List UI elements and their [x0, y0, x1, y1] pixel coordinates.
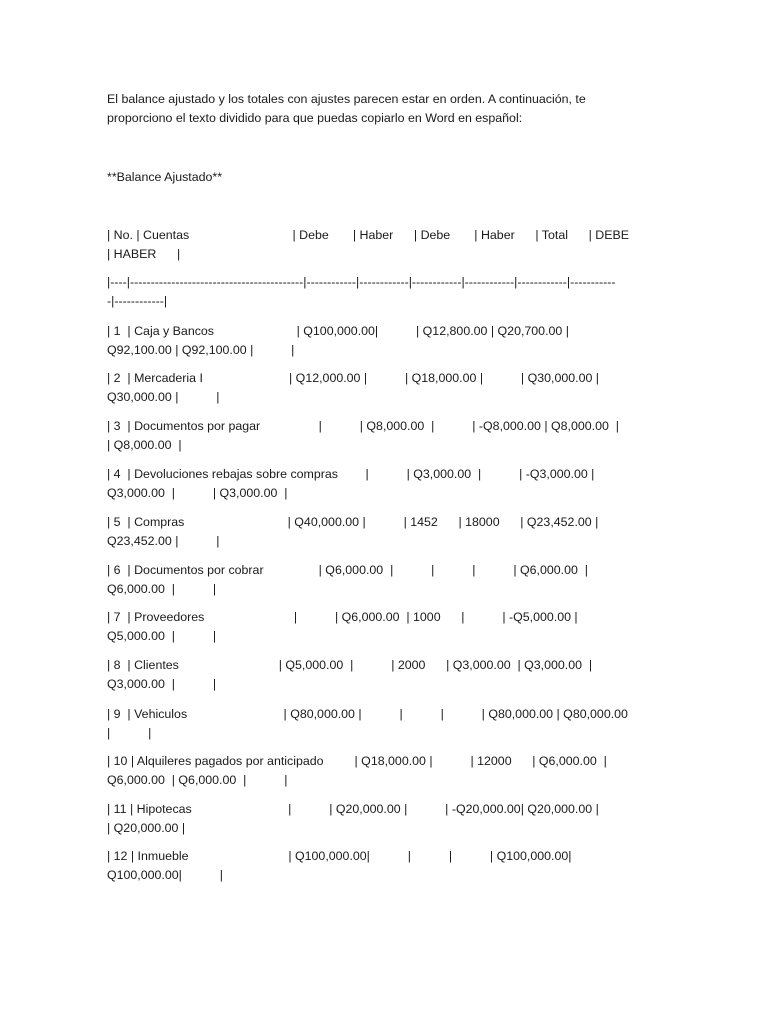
- row-line: | 11 | Hipotecas | | Q20,000.00 | | -Q20,000.00| Q20,000.00 |: [107, 802, 599, 816]
- row-line: Q3,000.00 | | Q3,000.00 |: [107, 486, 288, 500]
- row-line: | 1 | Caja y Bancos | Q100,000.00| | Q12,800.00 | Q20,700.00 |: [107, 324, 569, 338]
- intro-line: proporciono el texto dividido para que puedas copiarlo en Word en español:: [107, 111, 523, 125]
- table-row: [107, 561, 667, 599]
- table-row: [107, 369, 667, 407]
- row-line: Q30,000.00 | |: [107, 390, 220, 404]
- row-line: | 7 | Proveedores | | Q6,000.00 | 1000 | | -Q5,000.00 |: [107, 610, 578, 624]
- heading-text: **Balance Ajustado**: [107, 170, 223, 184]
- table-row: [107, 513, 667, 551]
- table-row: [107, 752, 667, 790]
- row-line: | |: [107, 726, 152, 740]
- table-separator: [107, 273, 667, 311]
- table-row: [107, 800, 667, 838]
- table-header-line: | No. | Cuentas | Debe | Haber | Debe | Haber | Total | DEBE: [107, 228, 630, 242]
- row-line: | 8 | Clientes | Q5,000.00 | | 2000 | Q3,000.00 | Q3,000.00 |: [107, 658, 593, 672]
- row-line: | Q20,000.00 |: [107, 821, 186, 835]
- row-line: Q5,000.00 | |: [107, 629, 217, 643]
- intro-line: El balance ajustado y los totales con ajustes parecen estar en orden. A continuación, te: [107, 92, 586, 106]
- table-row: [107, 465, 667, 503]
- row-line: Q23,452.00 | |: [107, 534, 220, 548]
- row-line: | 9 | Vehiculos | Q80,000.00 | | | | Q80,000.00 | Q80,000.00: [107, 707, 628, 721]
- table-row: [107, 608, 667, 646]
- row-line: Q6,000.00 | Q6,000.00 | |: [107, 773, 288, 787]
- row-line: | Q8,000.00 |: [107, 438, 182, 452]
- row-line: Q3,000.00 | |: [107, 677, 217, 691]
- table-row: [107, 847, 667, 885]
- row-line: Q6,000.00 | |: [107, 582, 217, 596]
- row-line: Q92,100.00 | Q92,100.00 | |: [107, 343, 295, 357]
- table-row: [107, 705, 667, 743]
- row-line: | 12 | Inmueble | Q100,000.00| | | | Q100,000.00|: [107, 849, 572, 863]
- table-header-line: | HABER |: [107, 247, 181, 261]
- row-line: | 2 | Mercaderia I | Q12,000.00 | | Q18,000.00 | | Q30,000.00 |: [107, 371, 600, 385]
- section-heading: [107, 168, 667, 187]
- table-row: [107, 417, 667, 455]
- row-line: | 10 | Alquileres pagados por anticipado | Q18,000.00 | | 12000 | Q6,000.00 |: [107, 754, 607, 768]
- row-line: | 5 | Compras | Q40,000.00 | | 1452 | 18000 | Q23,452.00 |: [107, 515, 599, 529]
- row-line: Q100,000.00| |: [107, 868, 223, 882]
- intro-paragraph: [107, 90, 667, 128]
- table-row: [107, 322, 667, 360]
- table-header-row: [107, 226, 667, 264]
- row-line: | 3 | Documentos por pagar | | Q8,000.00 | | -Q8,000.00 | Q8,000.00 |: [107, 419, 619, 433]
- table-row: [107, 656, 667, 694]
- separator-line: -|------------|: [107, 294, 168, 308]
- row-line: | 6 | Documentos por cobrar | Q6,000.00 | | | | Q6,000.00 |: [107, 563, 588, 577]
- row-line: | 4 | Devoluciones rebajas sobre compras | | Q3,000.00 | | -Q3,000.00 |: [107, 467, 595, 481]
- separator-line: |----|------------------------------------------|------------|------------|------------|------------|------------|-----------: [107, 275, 616, 289]
